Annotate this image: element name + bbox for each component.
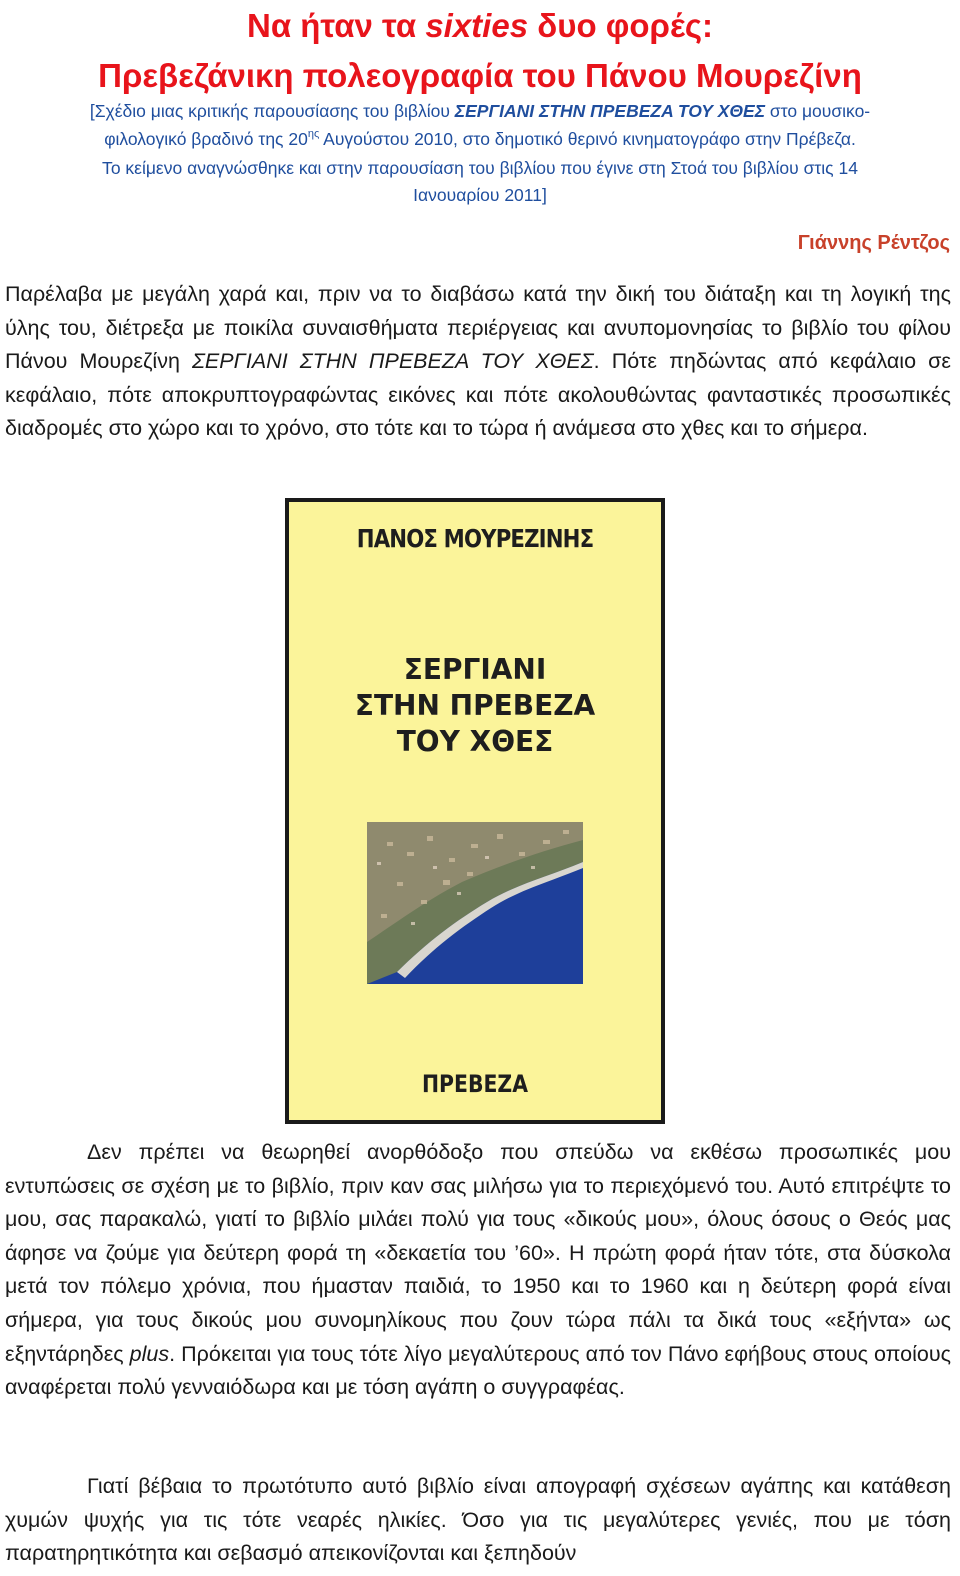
italic-word: plus: [129, 1341, 170, 1366]
paragraph-text: Δεν πρέπει να θεωρηθεί ανορθόδοξο που σπεύδω να εκθέσω προσωπικές μου εντυπώσεις σε σχέση με το βιβλίο, πριν καν σας μιλήσω για το περιεχόμενό του. Αυτό επιτρέψτε το μου, σας παρακαλώ, γιατί το βιβλίο μιλάει πολύ για τους «δικούς μου», όλους όσους ο Θεός μας άφησε να ζούμε για δεύτερη φορά τη «δεκαετία του ’60». Η πρώτη φορά ήταν τότε, στα δύσκολα μετά τον πόλεμο χρόνια, που ήμασταν παιδιά, το 1950 και το 1960 και η δεύτερη φορά είναι σήμερα, για τους δικούς μου συνομηλίκους που ζουν τώρα πάλι τα δικά τους «εξήντα» ως εξηντάρηδες: [5, 1140, 951, 1366]
paragraph-1: [5, 278, 951, 446]
author-name: Γιάννης Ρέντζος: [797, 232, 950, 254]
book-cover-image: [285, 498, 665, 1124]
page-title-line-1: [0, 4, 960, 48]
cover-title-line-1: ΣΕΡΓΙΑΝΙ: [403, 653, 547, 686]
note-text-end: στο μουσικο-: [765, 101, 871, 121]
paragraph-text-end: . Πότε πηδώντας από κεφάλαιο σε κεφάλαιο, πότε αποκρυπτογραφώντας εικόνες και πότε ακολουθώντας φανταστικές προσωπικές διαδρομές στο χώρο και το χρόνο, στο τότε και το τώρα ή ανάμεσα στο χθες και το σήμερα.: [5, 349, 951, 441]
title-text-end: δυο φορές:: [528, 7, 713, 44]
note-text: [Σχέδιο μιας κριτικής παρουσίασης του βιβλίου: [89, 101, 455, 121]
note-text: φιλολογικό βραδινό της 20: [104, 129, 308, 149]
paragraph-text: Γιατί βέβαια το πρωτότυπο αυτό βιβλίο είναι απογραφή σχέσεων αγάπης και κατάθεση χυμών ψυχής για τις τότε νεαρές ηλικίες. Όσο για τις μεγαλύτερες γενιές, που με τόση παρατηρητικότητα και σεβασμό απεικονίζονται και ξεπηδούν: [5, 1474, 951, 1566]
paragraph-2: [5, 1136, 951, 1405]
cover-author: ΠΑΝΟΣ ΜΟΥΡΕΖΙΝΗΣ: [356, 524, 594, 553]
paragraph-text: Παρέλαβα με μεγάλη χαρά και, πριν να το διαβάσω κατά την δική του διάταξη και τη λογική της ύλης του, διέτρεξα με ποικίλα συναισθήματα περιέργειας και ανυπομονησίας το βιβλίο του φίλου Πάνου Μουρεζίνη: [5, 282, 951, 374]
title-emphasis: sixties: [425, 7, 529, 44]
note-line-4: Ιανουαρίου 2011]: [413, 185, 547, 205]
paragraph-text-end: . Πρόκειται για τους τότε λίγο μεγαλύτερους από τον Πάνο εφήβους στους οποίους αναφέρεται πολύ γενναιόδωρα και με τόση αγάπη ο συγγραφέας.: [5, 1341, 951, 1400]
book-title-italic: ΣΕΡΓΙΑΝΙ ΣΤΗΝ ΠΡΕΒΕΖΑ ΤΟΥ ΧΘΕΣ: [192, 349, 594, 374]
note-line-1: [0, 98, 960, 125]
cover-title-line-2: ΣΤΗΝ ΠΡΕΒΕΖΑ: [354, 689, 596, 722]
note-line-3: Το κείμενο αναγνώσθηκε και στην παρουσίαση του βιβλίου που έγινε στη Στοά του βιβλίου στις 14: [102, 158, 858, 178]
note-superscript: ης: [307, 128, 320, 140]
cover-aerial-photo: [367, 822, 583, 984]
cover-title: [289, 652, 661, 760]
paragraph-3: [5, 1470, 951, 1571]
page-title-line-2: Πρεβεζάνικη πολεογραφία του Πάνου Μουρεζίνη: [98, 57, 862, 94]
cover-title-line-3: ΤΟΥ ΧΘΕΣ: [396, 725, 554, 758]
note-text-end: Αυγούστου 2010, στο δημοτικό θερινό κινηματογράφο στην Πρέβεζα.: [319, 129, 856, 149]
note-book-title: ΣΕΡΓΙΑΝΙ ΣΤΗΝ ΠΡΕΒΕΖΑ ΤΟΥ ΧΘΕΣ: [454, 101, 766, 121]
note-line-2: [0, 126, 960, 153]
cover-place: ΠΡΕΒΕΖΑ: [421, 1070, 529, 1098]
title-text: Να ήταν τα: [246, 7, 426, 44]
